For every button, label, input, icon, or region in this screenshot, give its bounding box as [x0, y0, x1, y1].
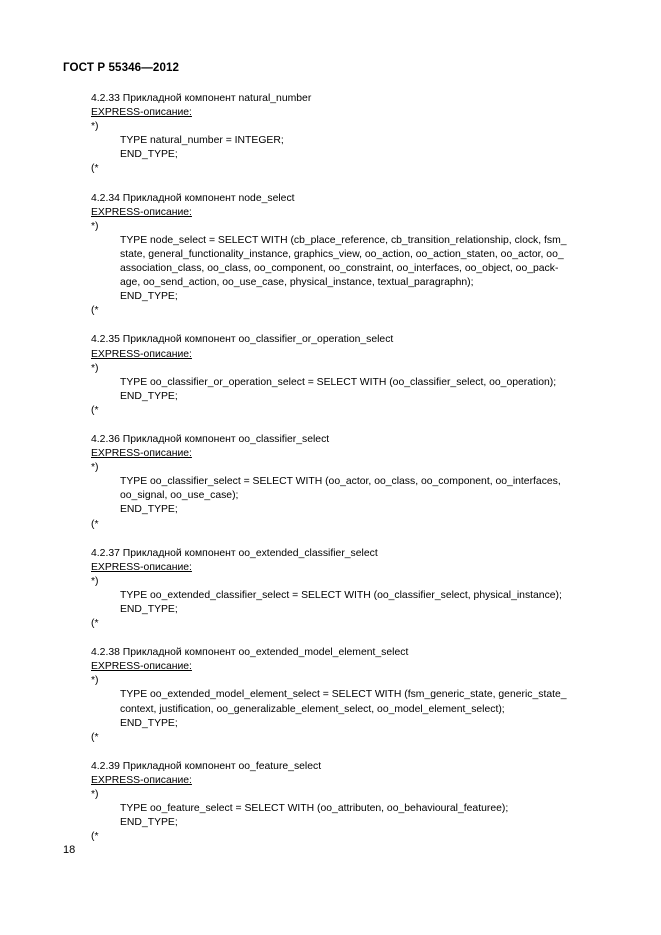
- code-line: oo_signal, oo_use_case);: [120, 490, 239, 502]
- express-code: [91, 134, 599, 162]
- comment-open-marker: (*: [91, 404, 99, 416]
- end-type: END_TYPE;: [120, 604, 178, 615]
- clause-title: 4.2.33 Прикладной компонент natural_number: [91, 93, 312, 104]
- express-label: EXPRESS-описание:: [91, 206, 192, 218]
- code-line: TYPE oo_classifier_select = SELECT WITH (oo_actor, oo_class, oo_component, oo_interfaces,: [120, 476, 561, 488]
- clause-section: [91, 333, 599, 418]
- clause-section: [91, 192, 599, 319]
- express-label: EXPRESS-описание:: [91, 107, 192, 119]
- express-label: EXPRESS-описание:: [91, 661, 192, 673]
- express-label: EXPRESS-описание:: [91, 448, 192, 460]
- code-line: association_class, oo_class, oo_component, oo_constraint, oo_interfaces, oo_object, oo_pack-: [120, 263, 559, 275]
- code-line: TYPE oo_extended_model_element_select = SELECT WITH (fsm_generic_state, generic_state_: [120, 689, 567, 701]
- code-line: TYPE oo_classifier_or_operation_select = SELECT WITH (oo_classifier_select, oo_operation);: [120, 376, 557, 388]
- clause-section: [91, 547, 599, 632]
- comment-close-marker: *): [91, 575, 99, 587]
- comment-open-marker: (*: [91, 163, 99, 175]
- comment-close-marker: *): [91, 462, 99, 474]
- clause-title: 4.2.35 Прикладной компонент oo_classifier_or_operation_select: [91, 334, 394, 346]
- code-line: state, general_functionality_instance, graphics_view, oo_action, oo_action_staten, oo_actor, oo_: [120, 248, 564, 260]
- express-code: [91, 376, 599, 404]
- comment-open-marker: (*: [91, 731, 99, 743]
- comment-close-marker: *): [91, 362, 99, 374]
- clause-title: 4.2.36 Прикладной компонент oo_classifier_select: [91, 433, 330, 445]
- comment-close-marker: *): [91, 675, 99, 687]
- comment-close-marker: *): [91, 220, 99, 232]
- clause-section: [91, 92, 599, 177]
- express-code: [91, 688, 599, 730]
- comment-open-marker: (*: [91, 618, 99, 630]
- express-code: [91, 234, 599, 304]
- clause-title: 4.2.39 Прикладной компонент oo_feature_select: [91, 760, 322, 772]
- code-line: TYPE node_select = SELECT WITH (cb_place_reference, cb_transition_relationship, clock, fsm_: [120, 234, 567, 246]
- comment-close-marker: *): [91, 121, 99, 133]
- code-line: TYPE oo_feature_select = SELECT WITH (oo_attributen, oo_behavioural_featuree);: [120, 803, 509, 815]
- express-label: EXPRESS-описание:: [91, 561, 192, 573]
- express-label: EXPRESS-описание:: [91, 774, 192, 786]
- end-type: END_TYPE;: [120, 390, 178, 402]
- end-type: END_TYPE;: [120, 504, 178, 516]
- end-type: END_TYPE;: [120, 149, 178, 161]
- express-code: [91, 802, 599, 830]
- express-code: [91, 475, 599, 517]
- comment-close-marker: *): [91, 789, 99, 801]
- document-body: [91, 92, 599, 859]
- comment-open-marker: (*: [91, 518, 99, 530]
- express-code: [91, 589, 599, 617]
- express-label: EXPRESS-описание:: [91, 348, 192, 360]
- code-line: TYPE natural_number = INTEGER;: [120, 135, 284, 147]
- document-header: ГОСТ Р 55346—2012: [63, 61, 180, 74]
- clause-section: [91, 760, 599, 845]
- clause-title: 4.2.37 Прикладной компонент oo_extended_classifier_select: [91, 547, 378, 559]
- clause-section: [91, 433, 599, 532]
- clause-title: 4.2.34 Прикладной компонент node_select: [91, 192, 295, 204]
- clause-section: [91, 646, 599, 745]
- end-type: END_TYPE;: [120, 817, 178, 829]
- page-number: 18: [63, 844, 76, 856]
- end-type: END_TYPE;: [120, 291, 178, 303]
- end-type: END_TYPE;: [120, 717, 178, 729]
- code-line: age, oo_send_action, oo_use_case, physical_instance, textual_paragraphn);: [120, 277, 474, 289]
- code-line: TYPE oo_extended_classifier_select = SELECT WITH (oo_classifier_select, physical_instance);: [120, 589, 562, 601]
- clause-title: 4.2.38 Прикладной компонент oo_extended_model_element_select: [91, 647, 409, 659]
- comment-open-marker: (*: [91, 831, 99, 843]
- code-line: context, justification, oo_generalizable_element_select, oo_model_element_select);: [120, 703, 505, 715]
- comment-open-marker: (*: [91, 305, 99, 317]
